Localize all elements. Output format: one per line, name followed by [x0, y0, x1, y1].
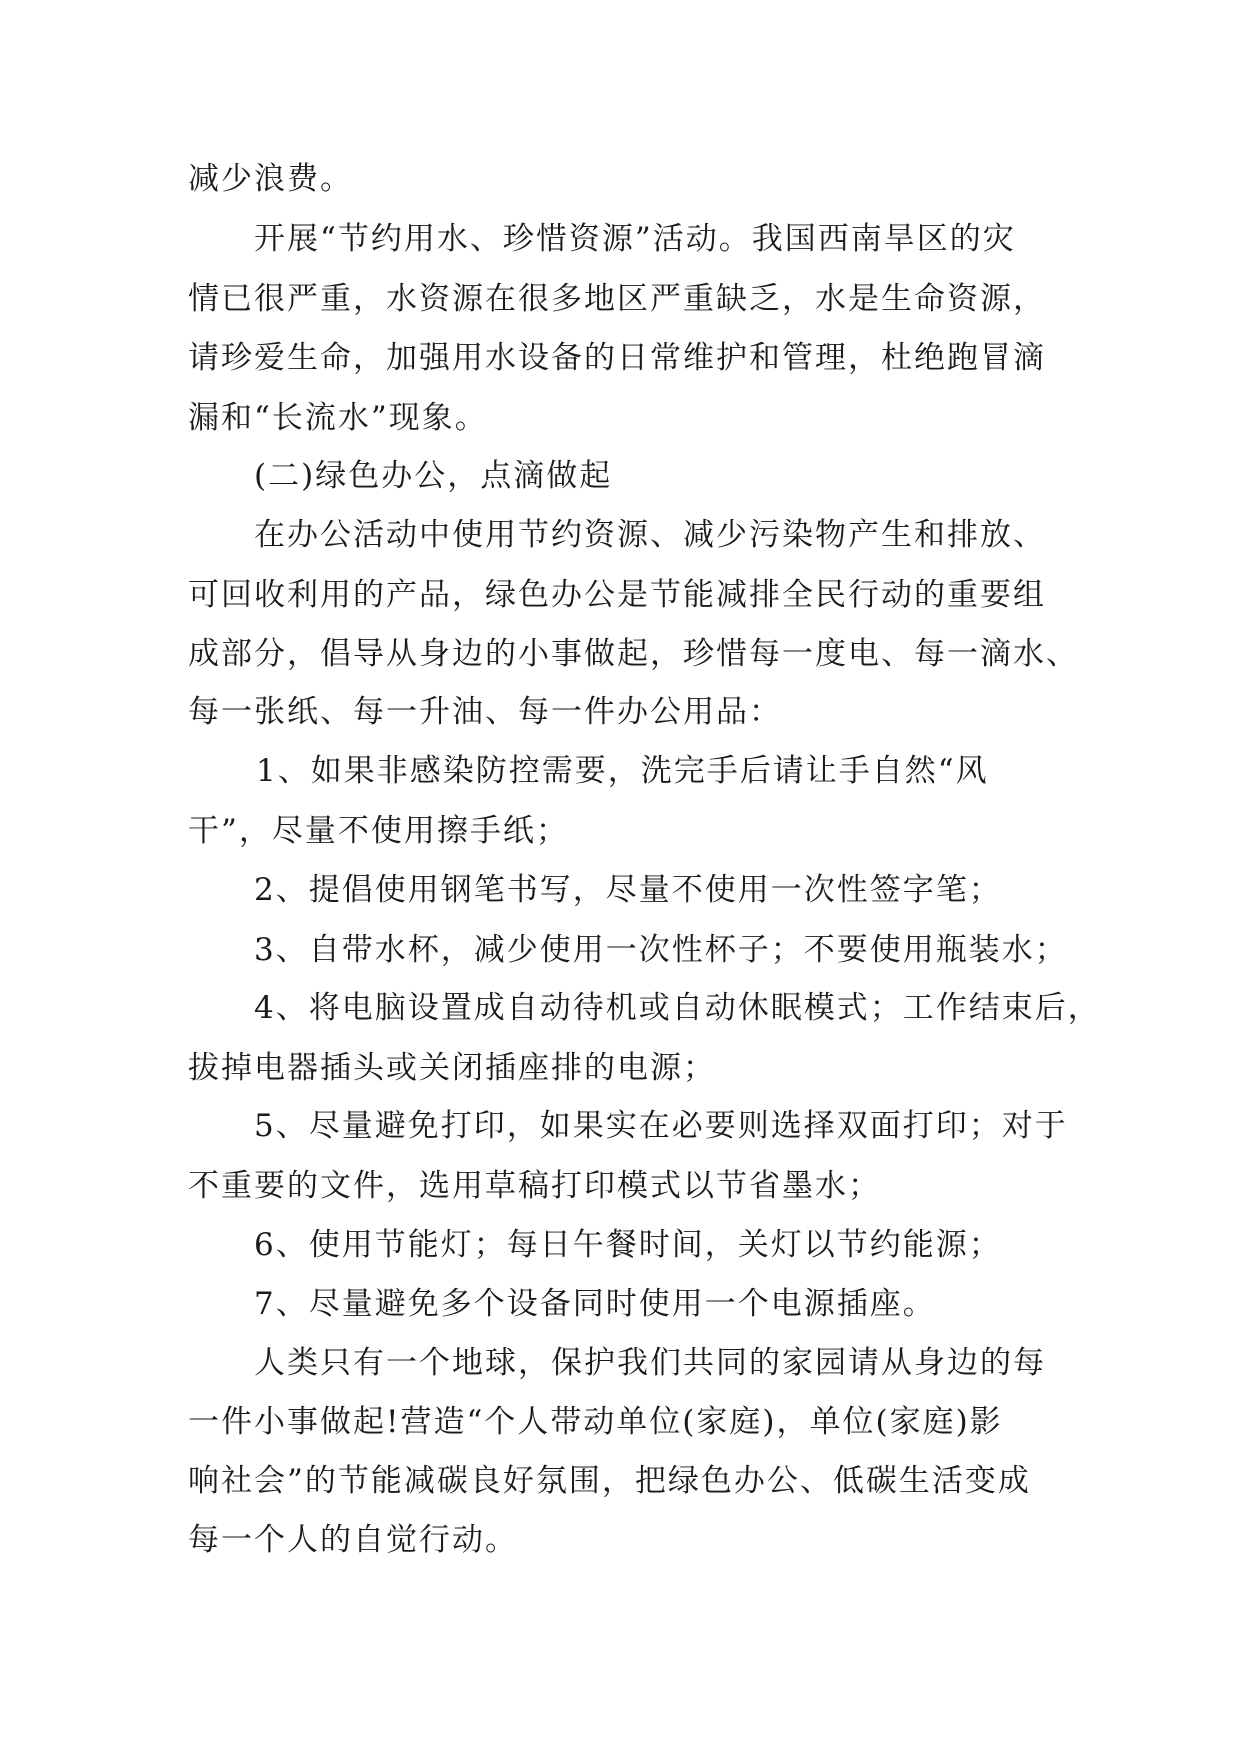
list-item: 7、尽量避免多个设备同时使用一个电源插座。 [254, 1286, 936, 1322]
text-line: 不重要的文件，选用草稿打印模式以节省墨水； [188, 1168, 881, 1204]
text-line: 成部分，倡导从身边的小事做起，珍惜每一度电、每一滴水、 [188, 636, 1079, 672]
text-line: 干”，尽量不使用擦手纸； [188, 813, 569, 849]
list-item: 5、尽量避免打印，如果实在必要则选择双面打印；对于 [254, 1108, 1068, 1144]
list-item: 2、提倡使用钢笔书写，尽量不使用一次性签字笔； [254, 872, 1002, 908]
text-line: 响社会”的节能减碳良好氛围，把绿色办公、低碳生活变成 [188, 1463, 1031, 1499]
text-line: 每一个人的自觉行动。 [188, 1522, 518, 1558]
paragraph-line: 在办公活动中使用节约资源、减少污染物产生和排放、 [254, 517, 1046, 553]
text-line: 每一张纸、每一升油、每一件办公用品： [188, 694, 782, 730]
list-item: 6、使用节能灯；每日午餐时间，关灯以节约能源； [254, 1227, 1002, 1263]
text-line: 减少浪费。 [188, 161, 353, 197]
paragraph-line: 人类只有一个地球，保护我们共同的家园请从身边的每 [254, 1345, 1046, 1381]
list-item: 4、将电脑设置成自动待机或自动休眠模式；工作结束后， [254, 990, 1101, 1026]
text-line: 请珍爱生命，加强用水设备的日常维护和管理，杜绝跑冒滴 [188, 340, 1046, 376]
text-line: 一件小事做起!营造“个人带动单位(家庭)，单位(家庭)影 [188, 1404, 1003, 1440]
text-line: 漏和“长流水”现象。 [188, 400, 488, 436]
text-line: 情已很严重，水资源在很多地区严重缺乏，水是生命资源， [188, 281, 1046, 317]
list-item: 1、如果非感染防控需要，洗完手后请让手自然“风 [256, 753, 989, 789]
section-heading: (二)绿色办公，点滴做起 [254, 458, 613, 494]
text-line: 拔掉电器插头或关闭插座排的电源； [188, 1050, 716, 1086]
list-item: 3、自带水杯，减少使用一次性杯子；不要使用瓶装水； [254, 932, 1068, 968]
text-line: 可回收利用的产品，绿色办公是节能减排全民行动的重要组 [188, 577, 1046, 613]
paragraph-line: 开展“节约用水、珍惜资源”活动。我国西南旱区的灾 [254, 221, 1016, 257]
